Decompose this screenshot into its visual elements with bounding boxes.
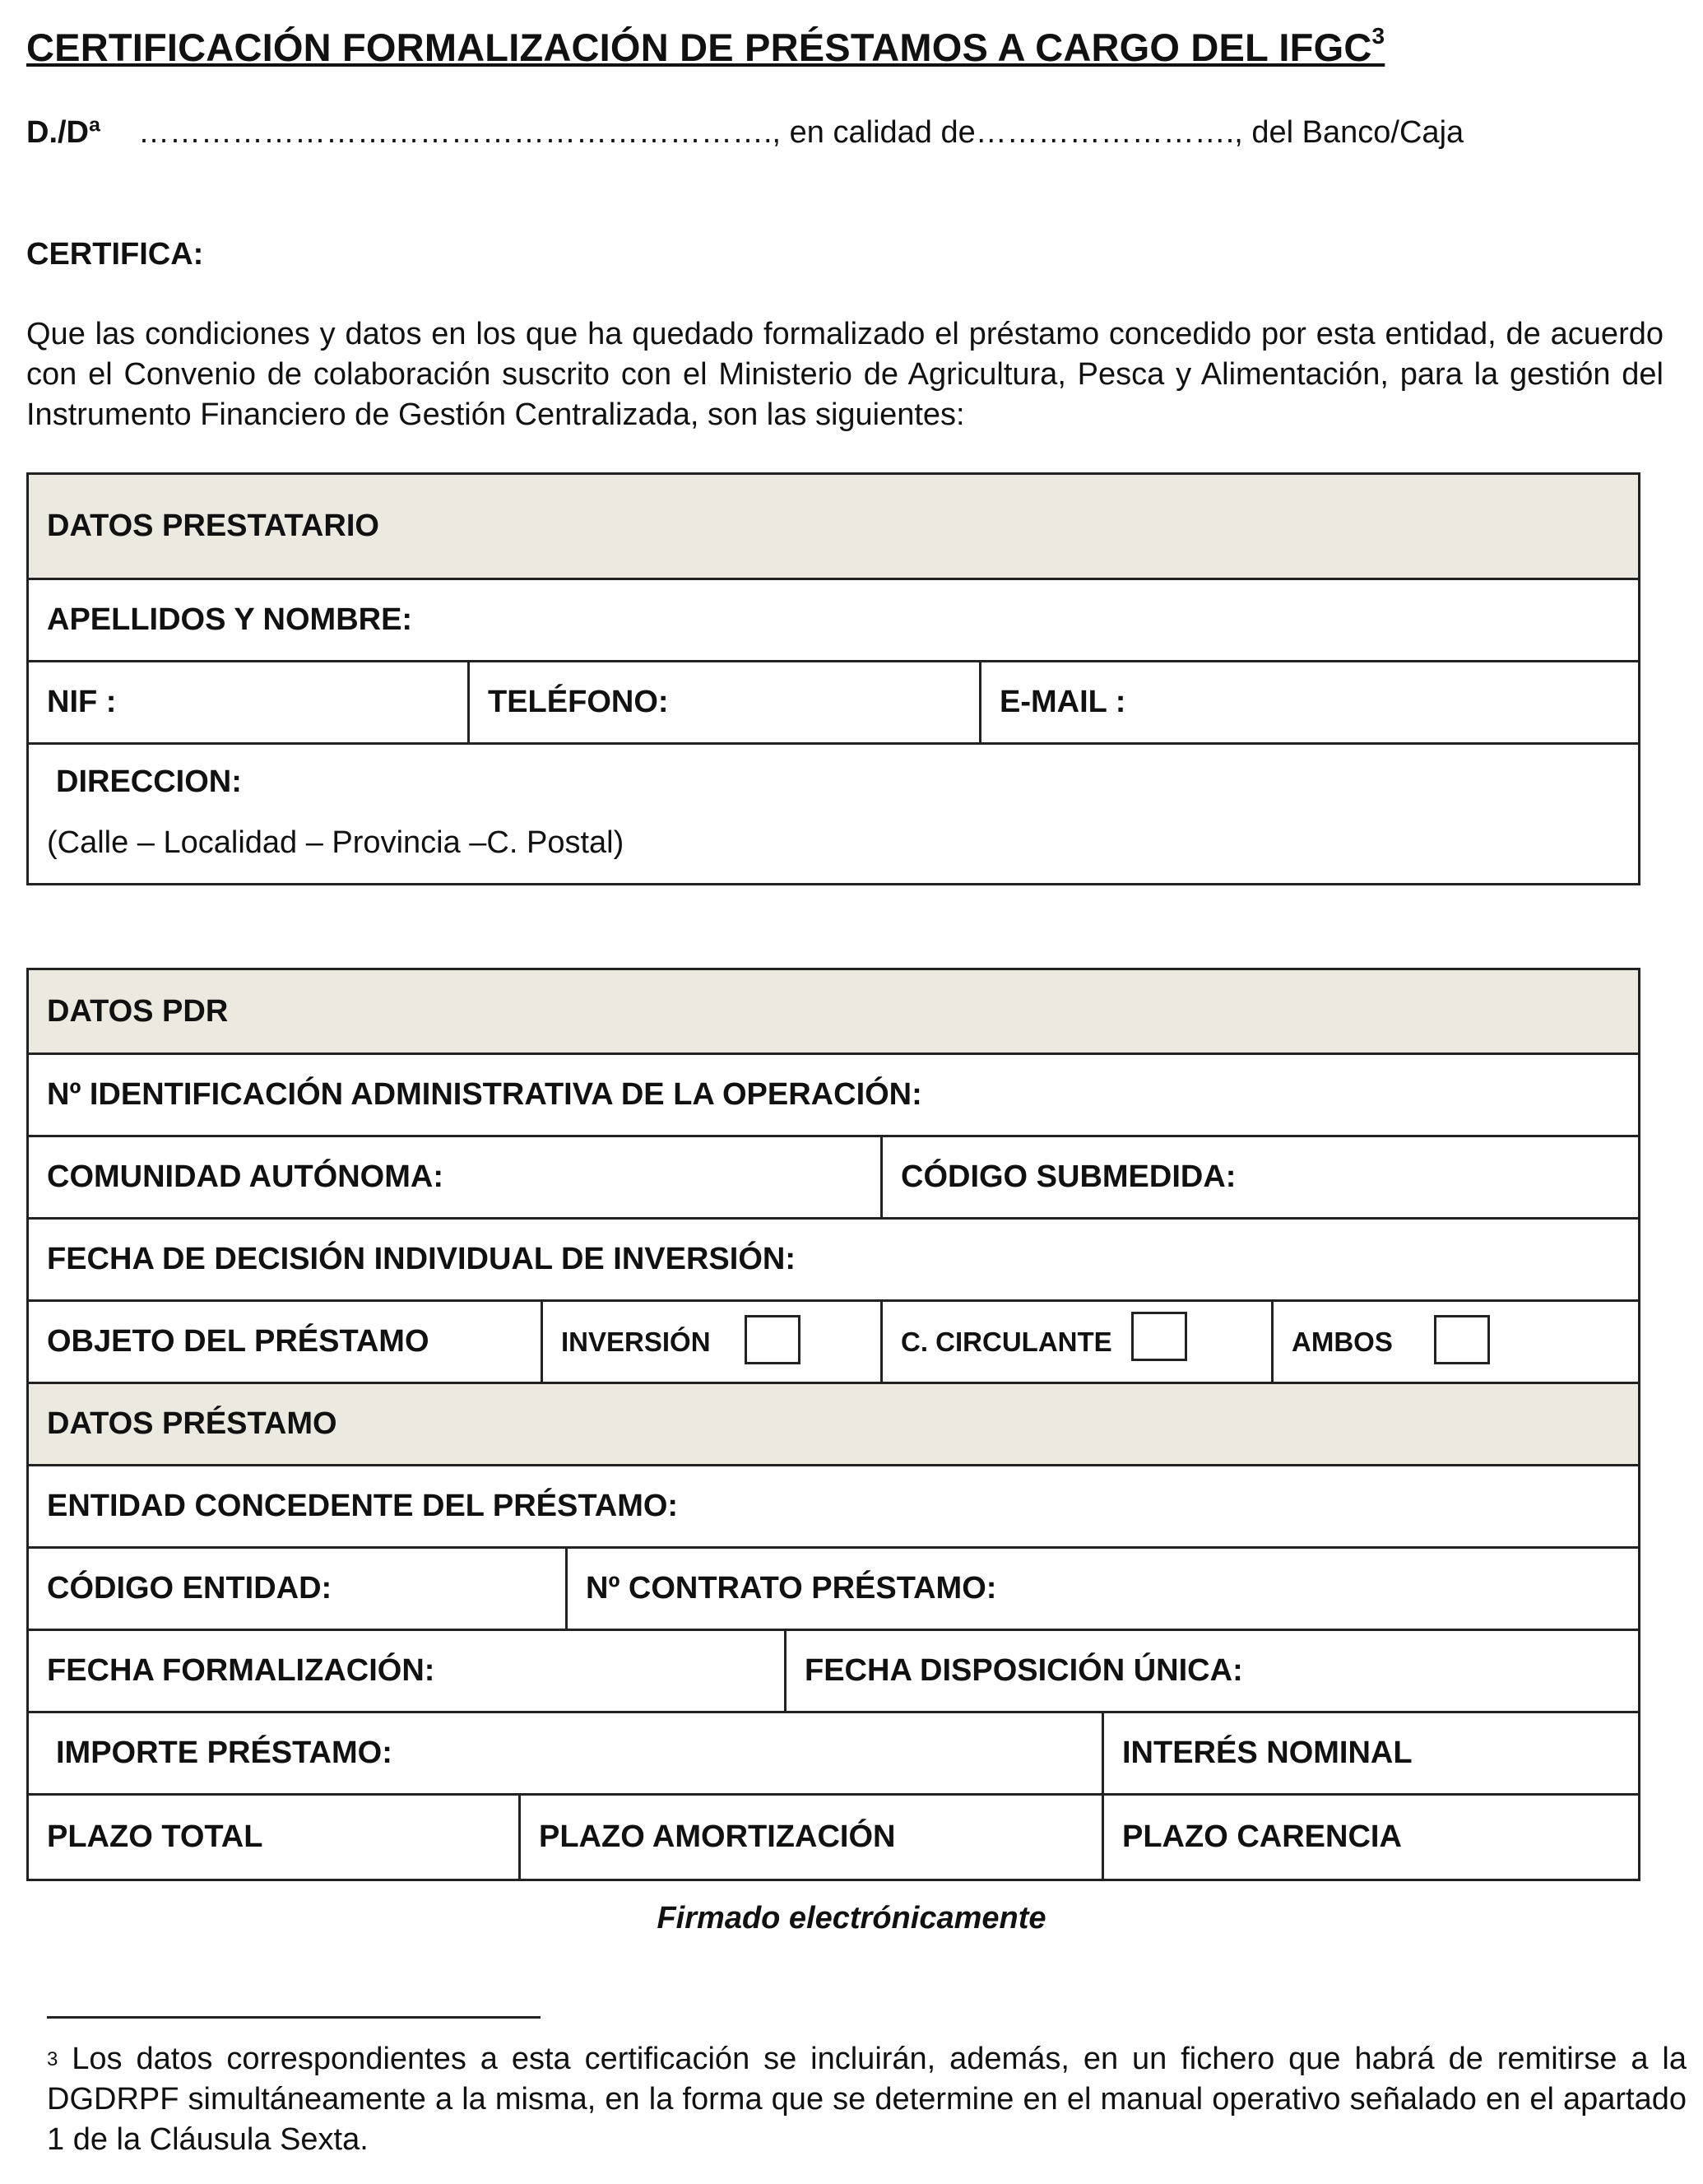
name-field[interactable]: APELLIDOS Y NOMBRE:	[47, 602, 413, 637]
purpose-label: OBJETO DEL PRÉSTAMO	[47, 1324, 429, 1359]
borrower-header-row	[29, 475, 1638, 578]
entity-code-field[interactable]: CÓDIGO ENTIDAD:	[47, 1571, 332, 1605]
interest-field[interactable]: INTERÉS NOMINAL	[1102, 1713, 1638, 1793]
pdr-header-row	[29, 970, 1638, 1053]
option-inversion-label: INVERSIÓN	[561, 1326, 711, 1357]
option-ambos	[1271, 1302, 1638, 1382]
terms-row	[29, 1793, 1638, 1879]
footnote-rule	[47, 2016, 541, 2019]
address-hint: (Calle – Localidad – Provincia –C. Postal)	[47, 825, 624, 860]
contact-row	[29, 660, 1638, 742]
page-title	[26, 25, 1385, 70]
name-row	[29, 578, 1638, 660]
lender-row	[29, 1464, 1638, 1546]
loan-header-row	[29, 1382, 1638, 1464]
pdr-table	[26, 968, 1640, 1881]
formalization-date-field[interactable]: FECHA FORMALIZACIÓN:	[47, 1653, 435, 1688]
option-inversion	[541, 1302, 880, 1382]
footnote-text: Los datos correspondientes a esta certificación se incluirán, además, en un fichero que habrá de remitirse a la DGDRPF simultáneamente a la misma, en la forma que se determine en el manual operativo señalado en el apartado 1 de la Cláusula Sexta.	[47, 2042, 1687, 2157]
inversion-checkbox[interactable]	[745, 1315, 800, 1364]
decision-date-row	[29, 1217, 1638, 1299]
ambos-checkbox[interactable]	[1434, 1315, 1490, 1364]
region-row	[29, 1135, 1638, 1217]
amortization-term-field[interactable]: PLAZO AMORTIZACIÓN	[518, 1796, 1102, 1879]
nif-field[interactable]: NIF :	[47, 685, 117, 719]
admin-id-field[interactable]: Nº IDENTIFICACIÓN ADMINISTRATIVA DE LA OPERACIÓN:	[47, 1077, 922, 1112]
option-circulante	[880, 1302, 1271, 1382]
contract-no-field[interactable]: Nº CONTRATO PRÉSTAMO:	[565, 1549, 1638, 1629]
email-field[interactable]: E-MAIL :	[979, 662, 1638, 742]
purpose-row	[29, 1299, 1638, 1382]
option-ambos-label: AMBOS	[1292, 1326, 1393, 1357]
dates-row	[29, 1629, 1638, 1711]
amount-row	[29, 1711, 1638, 1793]
signer-line: ……………………………………………………., en calidad de……………………., del Banco/Caja	[138, 115, 1464, 150]
decision-date-field[interactable]: FECHA DE DECISIÓN INDIVIDUAL DE INVERSIÓN:	[47, 1242, 796, 1276]
address-row[interactable]	[29, 742, 1638, 883]
phone-field[interactable]: TELÉFONO:	[467, 662, 979, 742]
footnote	[47, 2039, 1687, 2160]
option-circulante-label: C. CIRCULANTE	[901, 1326, 1112, 1357]
signed-electronically: Firmado electrónicamente	[657, 1901, 1046, 1935]
total-term-field[interactable]: PLAZO TOTAL	[47, 1819, 263, 1854]
certifica-label: CERTIFICA:	[26, 237, 204, 272]
entity-contract-row	[29, 1546, 1638, 1629]
admin-id-row	[29, 1053, 1638, 1135]
grace-term-field[interactable]: PLAZO CARENCIA	[1102, 1796, 1638, 1879]
address-label: DIRECCION:	[56, 764, 242, 799]
borrower-table	[26, 472, 1640, 885]
region-field[interactable]: COMUNIDAD AUTÓNOMA:	[47, 1159, 443, 1194]
loan-header: DATOS PRÉSTAMO	[47, 1406, 337, 1441]
footnote-marker: 3	[47, 2048, 58, 2070]
title-footnote-marker: 3	[1371, 23, 1385, 49]
signer-label: D./Dª	[26, 115, 101, 150]
circulante-checkbox[interactable]	[1131, 1312, 1187, 1361]
submeasure-field[interactable]: CÓDIGO SUBMEDIDA:	[880, 1137, 1638, 1217]
intro-paragraph: Que las condiciones y datos en los que ha quedado formalizado el préstamo concedido por esta entidad, de acuerdo con el Convenio de colaboración suscrito con el Ministerio de Agricultura, Pesca y Alimentación, para la gestión del Instrumento Financiero de Gestión Centralizada, son las siguientes:	[26, 317, 1664, 432]
borrower-header: DATOS PRESTATARIO	[47, 509, 379, 543]
pdr-header: DATOS PDR	[47, 993, 229, 1029]
disposition-date-field[interactable]: FECHA DISPOSICIÓN ÚNICA:	[784, 1631, 1638, 1711]
amount-field[interactable]: IMPORTE PRÉSTAMO:	[56, 1736, 392, 1770]
lender-field[interactable]: ENTIDAD CONCEDENTE DEL PRÉSTAMO:	[47, 1489, 679, 1523]
title-text: CERTIFICACIÓN FORMALIZACIÓN DE PRÉSTAMOS A CARGO DEL IFGC	[26, 26, 1372, 69]
